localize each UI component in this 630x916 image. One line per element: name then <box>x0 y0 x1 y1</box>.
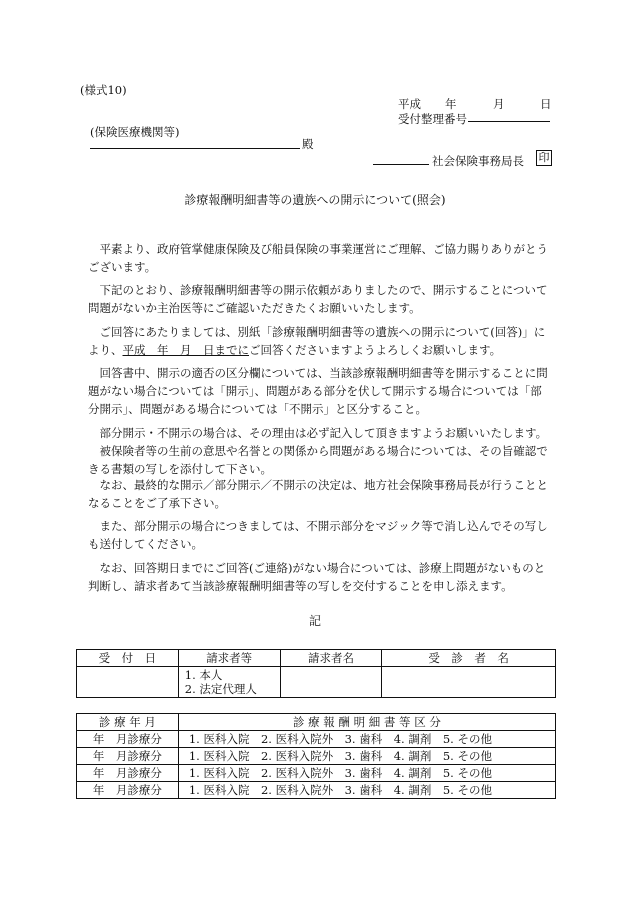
category-options-cell[interactable]: 1. 医科入院 2. 医科入院外 3. 歯科 4. 調剤 5. その他 <box>178 765 555 782</box>
requester-name-cell[interactable] <box>280 667 382 698</box>
paragraph-classification: 回答書中、開示の適否の区分欄については、当該診療報酬明細書等を開示することに問題がない場合については「開示」、問題がある部分を伏して開示する場合については「部分開示」、問題がある場合については「不開示」と区分すること。 <box>88 366 548 416</box>
table-row <box>77 782 556 799</box>
option-self[interactable]: 1. 本人 <box>184 668 223 682</box>
treatment-month-cell[interactable]: 年 月診療分 <box>77 765 179 782</box>
table-row <box>77 765 556 782</box>
header-requester-name: 請求者名 <box>280 650 382 667</box>
treatment-month-cell[interactable]: 年 月診療分 <box>77 782 179 799</box>
header-requester-type: 請求者等 <box>178 650 280 667</box>
header-reception-date: 受 付 日 <box>77 650 179 667</box>
option-legal-representative[interactable]: 2. 法定代理人 <box>184 682 257 696</box>
seal-icon: 印 <box>536 150 552 166</box>
reception-date-cell[interactable] <box>77 667 179 698</box>
header-patient-name: 受 診 者 名 <box>382 650 556 667</box>
patient-name-cell[interactable] <box>382 667 556 698</box>
director-title: 社会保険事務局長 <box>432 154 524 168</box>
deadline-date: 平成 年 月 日までに <box>122 343 249 357</box>
treatment-month-cell[interactable]: 年 月診療分 <box>77 748 179 765</box>
date-line <box>398 96 550 110</box>
form-number: (様式10) <box>80 83 127 97</box>
paragraph-partial-disclosure: また、部分開示の場合につきましては、不開示部分をマジック等で消し込んでその写しも送付してください。 <box>88 519 548 551</box>
request-table <box>76 649 556 698</box>
table-row <box>77 731 556 748</box>
director-region-field[interactable] <box>373 164 429 165</box>
paragraph-final-decision: なお、最終的な開示／部分開示／不開示の決定は、地方社会保険事務局長が行うこととなることをご了承下さい。 <box>88 478 548 510</box>
institution-name-field[interactable] <box>90 148 300 149</box>
category-options-cell[interactable]: 1. 医科入院 2. 医科入院外 3. 歯科 4. 調剤 5. その他 <box>178 748 555 765</box>
header-treatment-month: 診 療 年 月 <box>77 714 179 731</box>
document-title: 診療報酬明細書等の遺族への開示について(照会) <box>184 193 446 207</box>
paragraph-deadline: ご回答にあたりましては、別紙「診療報酬明細書等の遺族への開示について(回答)」により、平成 年 月 日までにご回答くださいますようよろしくお願いします。 <box>88 325 546 357</box>
ki-heading: 記 <box>308 614 321 628</box>
date-day: 日 <box>540 97 552 111</box>
category-options-cell[interactable]: 1. 医科入院 2. 医科入院外 3. 歯科 4. 調剤 5. その他 <box>178 731 555 748</box>
paragraph-greeting: 平素より、政府管掌健康保険及び船員保険の事業運営にご理解、ご協力賜りありがとうございます。 <box>88 242 548 274</box>
header-statement-category: 診 療 報 酬 明 細 書 等 区 分 <box>178 714 555 731</box>
reception-number-field[interactable] <box>468 121 550 122</box>
date-era: 平成 <box>398 97 421 111</box>
paragraph-reason: 部分開示・不開示の場合は、その理由は必ず記入して頂きますようお願いいたします。 被保険者等の生前の意思や名誉との関係から問題がある場合については、その旨確認できる書類の写しを添付して下さい。 <box>88 426 548 476</box>
institution-label: (保険医療機関等) <box>90 125 180 139</box>
table-row <box>77 748 556 765</box>
paragraph-no-reply: なお、回答期日までにご回答(ご連絡)がない場合については、診療上問題がないものと判断し、請求者あて当該診療報酬明細書等の写しを交付することを申し添えます。 <box>88 561 546 593</box>
paragraph-request: 下記のとおり、診療報酬明細書等の開示依頼がありましたので、開示することについて問題がないか主治医等にご確認いただきたくお願いいたします。 <box>88 283 548 315</box>
requester-type-cell[interactable] <box>178 667 280 698</box>
reception-number-label: 受付整理番号 <box>398 112 467 126</box>
category-options-cell[interactable]: 1. 医科入院 2. 医科入院外 3. 歯科 4. 調剤 5. その他 <box>178 782 555 799</box>
date-year: 年 <box>445 97 457 111</box>
date-month: 月 <box>493 97 505 111</box>
treatment-month-cell[interactable]: 年 月診療分 <box>77 731 179 748</box>
detail-table <box>76 713 556 799</box>
honorific: 殿 <box>302 137 314 151</box>
